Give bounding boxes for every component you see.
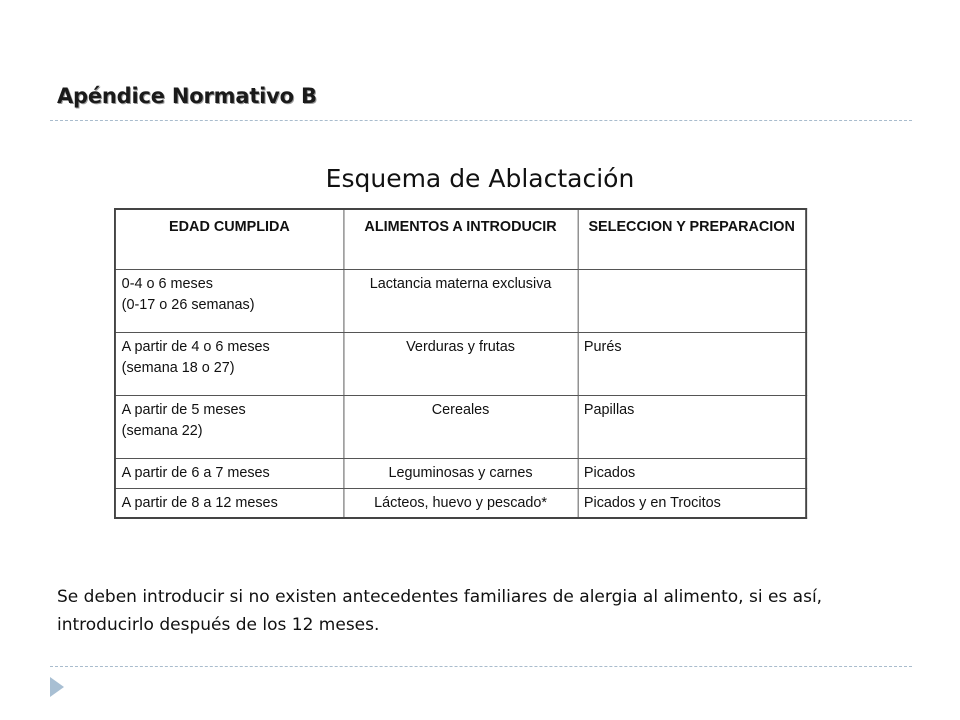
table-row bbox=[115, 269, 806, 332]
preparation-cell: Papillas bbox=[578, 395, 806, 458]
footer-divider bbox=[50, 666, 912, 667]
table-row bbox=[115, 458, 806, 488]
footnote: Se deben introducir si no existen antecedentes familiares de alergia al alimento, si es así, introducirlo después de los 12 meses. bbox=[57, 587, 823, 635]
preparation-cell: Picados bbox=[578, 458, 806, 488]
age-cell: A partir de 5 meses (semana 22) bbox=[115, 395, 343, 458]
food-cell: Lactancia materna exclusiva bbox=[343, 269, 577, 332]
table-row bbox=[115, 488, 806, 518]
preparation-cell: Picados y en Trocitos bbox=[578, 488, 806, 518]
food-cell: Leguminosas y carnes bbox=[343, 458, 577, 488]
age-cell: A partir de 8 a 12 meses bbox=[115, 488, 343, 518]
food-cell: Lácteos, huevo y pescado* bbox=[343, 488, 577, 518]
table-header-row bbox=[115, 209, 806, 269]
header-title: Apéndice Normativo B bbox=[57, 84, 317, 108]
age-cell: A partir de 6 a 7 meses bbox=[115, 458, 343, 488]
preparation-cell: Purés bbox=[578, 332, 806, 395]
column-header-foods: ALIMENTOS A INTRODUCIR bbox=[343, 209, 577, 269]
food-cell: Cereales bbox=[343, 395, 577, 458]
age-cell: 0-4 o 6 meses (0-17 o 26 semanas) bbox=[115, 269, 343, 332]
food-cell: Verduras y frutas bbox=[343, 332, 577, 395]
preparation-cell bbox=[578, 269, 806, 332]
table-row bbox=[115, 332, 806, 395]
header-divider bbox=[50, 120, 912, 121]
column-header-age: EDAD CUMPLIDA bbox=[115, 209, 343, 269]
play-triangle-icon[interactable] bbox=[50, 677, 64, 697]
age-cell: A partir de 4 o 6 meses (semana 18 o 27) bbox=[115, 332, 343, 395]
column-header-preparation: SELECCION Y PREPARACION bbox=[578, 209, 806, 269]
table-row bbox=[115, 395, 806, 458]
ablactation-table bbox=[114, 208, 807, 519]
chart-title: Esquema de Ablactación bbox=[325, 164, 635, 193]
